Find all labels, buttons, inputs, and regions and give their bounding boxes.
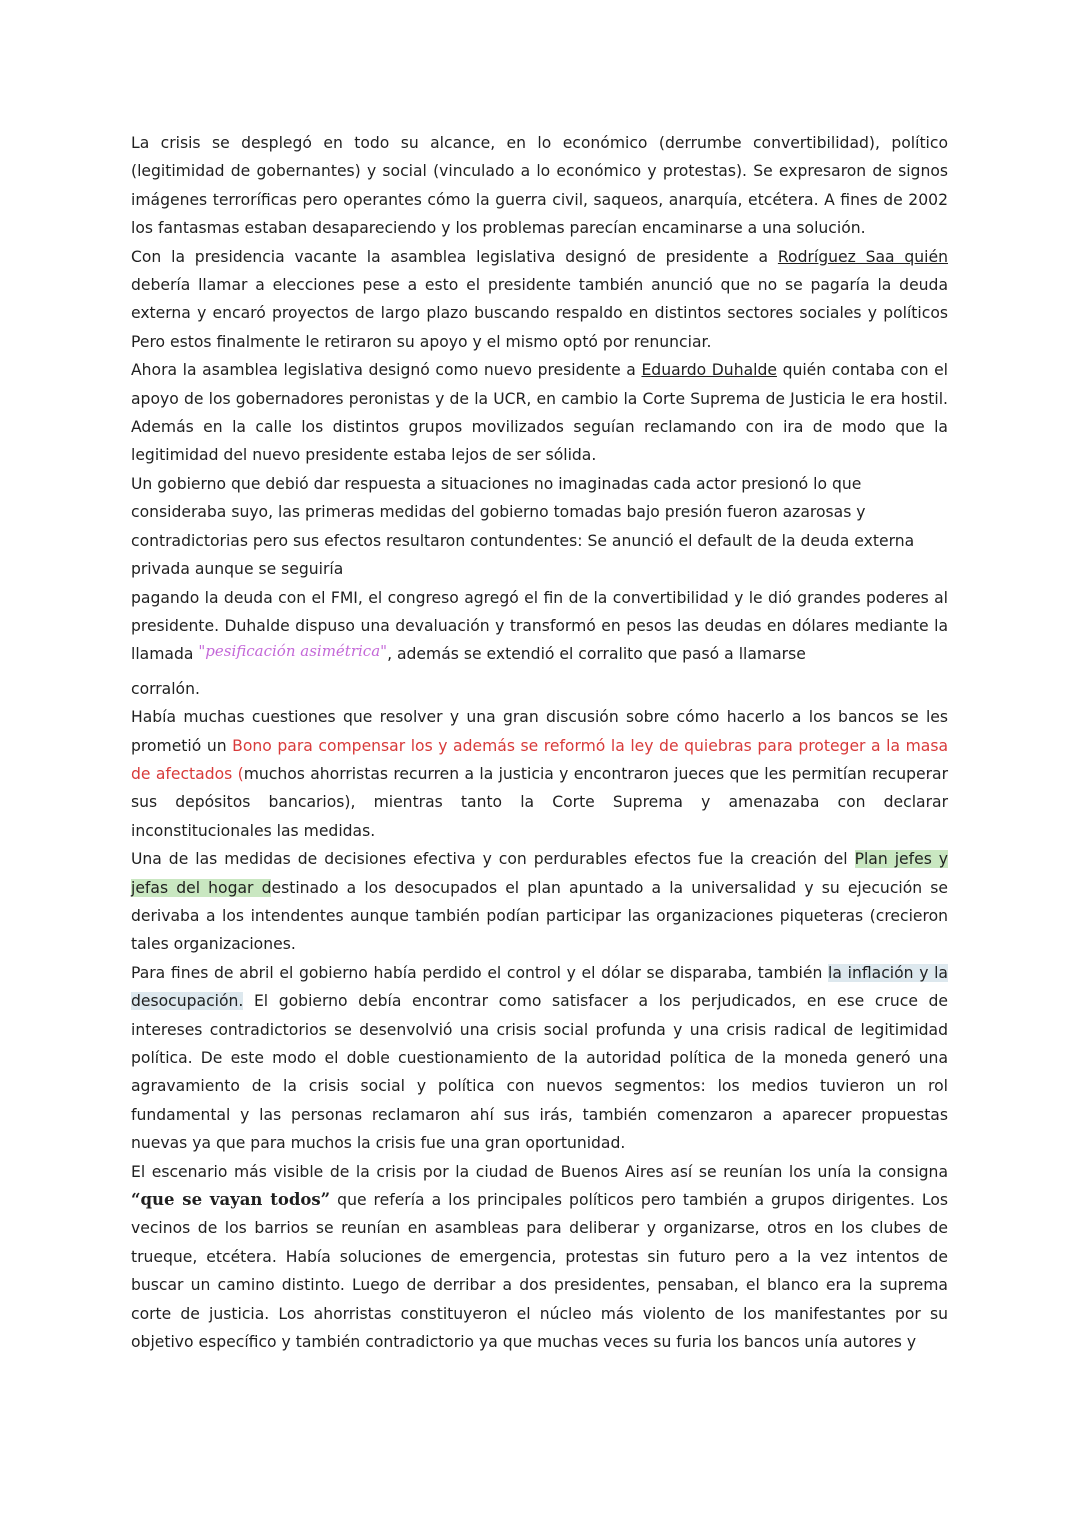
paragraph-text: estinado a los desocupados el plan apuntado a la universalidad y su ejecución se derivaba a los intendentes aunque también podían participar las organizaciones piqueteras (crecieron tales organizaciones. bbox=[131, 878, 948, 954]
paragraph-text: Ahora la asamblea legislativa designó como nuevo presidente a bbox=[131, 361, 642, 380]
paragraph-text: Una de las medidas de decisiones efectiva y con perdurables efectos fue la creación del bbox=[131, 850, 855, 869]
paragraph-plan-jefes bbox=[131, 845, 948, 959]
handwritten-term-pesificacion: "pesificación asimétrica" bbox=[198, 642, 388, 661]
paragraph-text: Para fines de abril el gobierno había perdido el control y el dólar se disparaba, también bbox=[131, 963, 829, 982]
paragraph-text: , además se extendió el corralito que pasó a llamarse bbox=[387, 645, 806, 664]
underlined-name-duhalde: Eduardo Duhalde bbox=[641, 361, 777, 380]
paragraph-text: muchos ahorristas recurren a la justicia y encontraron jueces que les permitían recuperar sus depósitos bancarios), mientras tanto la Corte Suprema y amenazaba con declarar inconstitucionales las medidas. bbox=[131, 764, 949, 840]
paragraph-first-measures: Un gobierno que debió dar respuesta a situaciones no imaginadas cada actor presionó lo que consideraba suyo, las primeras medidas del gobierno tomadas bajo presión fueron azarosas y contradictorias pero sus efectos resultaron contundentes: Se anunció el default de la deuda externa privada aunque se seguiría bbox=[131, 474, 915, 579]
paragraph-duhalde bbox=[131, 356, 948, 470]
paragraph-text: El gobierno debía encontrar como satisfacer a los perjudicados, en ese cruce de intereses contradictorios se desenvolvió una crisis social profunda y una crisis radical de legitimidad política. De este modo el doble cuestionamiento de la autoridad política de la moneda generó una agravamiento de la crisis social y política con nuevos segmentos: los medios tuvieron un rol fundamental y las personas reclamaron ahí sus irás, también comenzaron a aparecer propuestas nuevas ya que para muchos la crisis fue una gran oportunidad. bbox=[131, 992, 948, 1153]
paragraph-april-crisis bbox=[131, 959, 948, 1158]
underlined-name-rodriguez-saa: Rodríguez Saa quién bbox=[777, 247, 948, 266]
paragraph-corralon: corralón. bbox=[131, 679, 200, 698]
paragraph-devaluation bbox=[131, 584, 948, 669]
paragraph-crisis-overview: La crisis se desplegó en todo su alcance, en lo económico (derrumbe convertibilidad), político (legitimidad de gobernantes) y social (vinculado a lo económico y protestas). Se expresaron de signos imágenes terroríficas pero operantes cómo la guerra civil, saqueos, anarquía, etcétera. A fines de 2002 los fantasmas estaban desapareciendo y los problemas parecían encaminarse a una solución. bbox=[131, 134, 948, 238]
green-highlighted-text: Plan jefes y jefas del hogar d bbox=[131, 850, 949, 897]
paragraph-rodriguez-saa bbox=[131, 243, 948, 357]
paragraph-banks bbox=[131, 703, 948, 845]
paragraph-text: que refería a los principales políticos pero también a grupos dirigentes. Los vecinos de los barrios se reunían en asambleas para deliberar y organizarse, otros en los clubes de trueque, etcétera. Había soluciones de emergencia, protestas sin futuro pero a la vez intentos de buscar un camino distinto. Luego de derribar a dos presidentes, pensaban, el blanco era la suprema corte de justicia. Los ahorristas constituyeron el núcleo más violento de los manifestantes por su objetivo específico y también contradictorio ya que muchas veces su furia los bancos unía autores y bbox=[131, 1191, 948, 1352]
document-page bbox=[131, 129, 948, 1356]
paragraph-text: debería llamar a elecciones pese a esto el presidente también anunció que no se pagaría la deuda externa y encaró proyectos de largo plazo buscando respaldo en distintos sectores sociales y políticos Pero estos finalmente le retiraron su apoyo y el mismo optó por renunciar. bbox=[131, 276, 948, 351]
red-highlighted-text: Bono para compensar los y además se reformó la ley de quiebras para proteger a la masa de afectados ( bbox=[131, 736, 948, 783]
paragraph-text: pagando la deuda con el FMI, el congreso agregó el fin de la convertibilidad y le dió grandes poderes al presidente. Duhalde dispuso una devaluación y transformó en pesos las deudas en dólares mediante la llamada bbox=[131, 588, 948, 664]
paragraph-text: Había muchas cuestiones que resolver y una gran discusión sobre cómo hacerlo a los bancos se les prometió un bbox=[131, 708, 948, 755]
bold-slogan: “que se vayan todos” bbox=[131, 1190, 331, 1210]
paragraph-que-se-vayan-todos bbox=[131, 1158, 948, 1357]
paragraph-text: Con la presidencia vacante la asamblea legislativa designó de presidente a bbox=[131, 247, 778, 266]
blue-highlighted-text: la inflación y la desocupación. bbox=[131, 963, 948, 1011]
paragraph-text: quién contaba con el apoyo de los gobernadores peronistas y de la UCR, en cambio la Corte Suprema de Justicia le era hostil. Además en la calle los distintos grupos movilizados seguían reclamando con ira de modo que la legitimidad del nuevo presidente estaba lejos de ser sólida. bbox=[131, 361, 948, 465]
paragraph-text: El escenario más visible de la crisis por la ciudad de Buenos Aires así se reunían los unía la consigna bbox=[131, 1162, 948, 1181]
